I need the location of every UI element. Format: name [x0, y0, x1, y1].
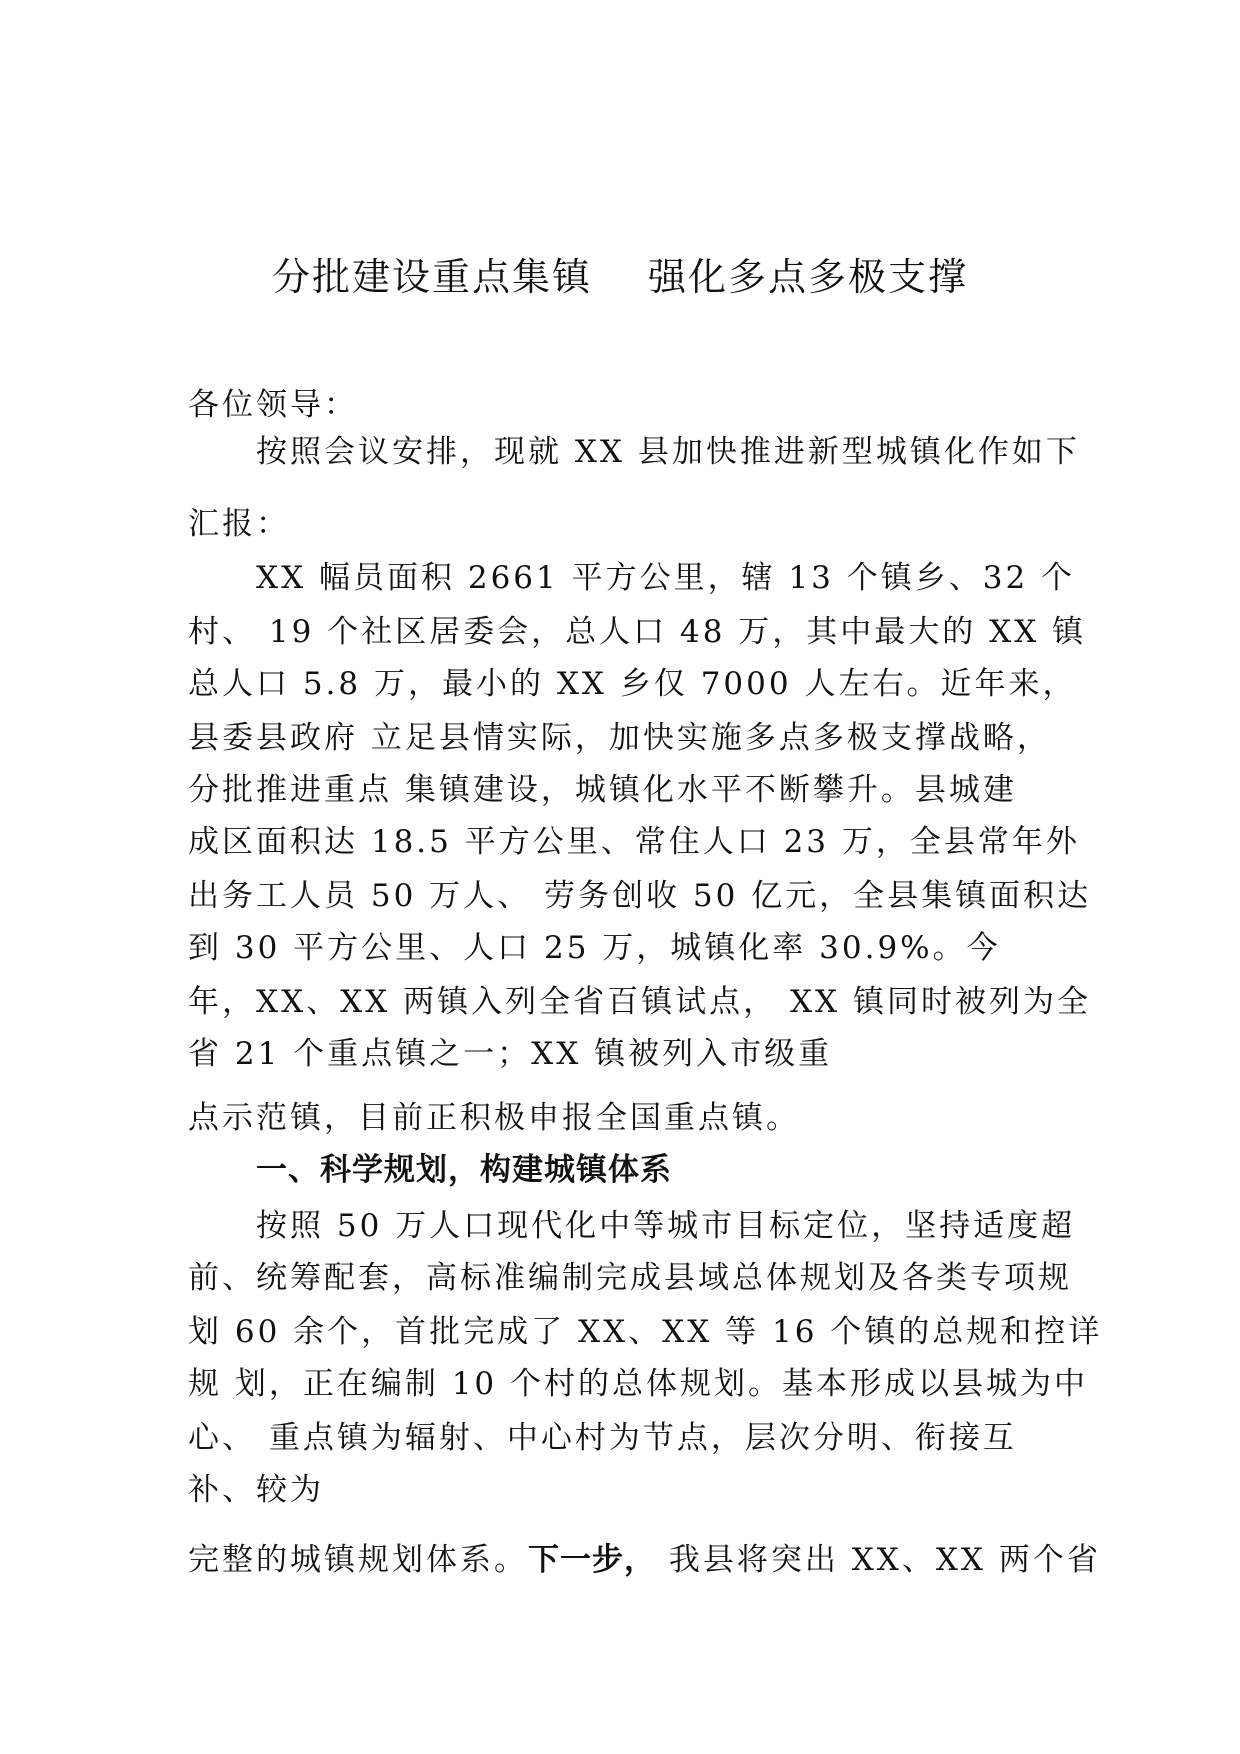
section-1-last-prefix: 完整的城镇规划体系。 [188, 1542, 528, 1578]
overview-line: XX 幅员面积 2661 平方公里，辖 13 个镇乡、32 个 [256, 560, 1076, 596]
section-1-last-suffix: 我县将突出 XX、XX 两个省 [656, 1542, 1101, 1578]
document-title [0, 252, 1240, 302]
section-1-line: 划 60 余个，首批完成了 XX、XX 等 16 个镇的总规和控详 [188, 1314, 1103, 1350]
overview-line: 县委县政府 立足县情实际，加快实施多点多极支撑战略， [188, 720, 1051, 756]
section-1-last-line [188, 1540, 1101, 1580]
overview-line: 到 30 平方公里、人口 25 万，城镇化率 30.9%。今 [188, 930, 1001, 966]
overview-line: 成区面积达 18.5 平方公里、常住人口 23 万，全县常年外 [188, 824, 1080, 860]
section-1-line: 补、较为 [188, 1472, 324, 1508]
intro-line: 汇报： [188, 506, 290, 542]
intro-line: 按照会议安排，现就 XX 县加快推进新型城镇化作如下 [256, 434, 1080, 470]
salutation: 各位领导： [188, 387, 358, 423]
section-1-line: 心、 重点镇为辐射、中心村为节点，层次分明、衔接互 [188, 1420, 1017, 1456]
overview-line: 省 21 个重点镇之一；XX 镇被列入市级重 [188, 1036, 833, 1072]
next-step-label: 下一步， [528, 1542, 656, 1578]
section-1-line: 前、统筹配套，高标准编制完成县域总体规划及各类专项规 [188, 1260, 1072, 1296]
overview-line: 分批推进重点 集镇建设，城镇化水平不断攀升。县城建 [188, 772, 1017, 808]
section-1-line: 规 划，正在编制 10 个村的总体规划。基本形成以县城为中 [188, 1366, 1089, 1402]
section-1-heading: 一、科学规划，构建城镇体系 [256, 1152, 672, 1188]
overview-line: 总人口 5.8 万，最小的 XX 乡仅 7000 人左右。近年来， [188, 666, 1077, 702]
overview-line: 年，XX、XX 两镇入列全省百镇试点， XX 镇同时被列为全 [188, 984, 1091, 1020]
section-1-line: 按照 50 万人口现代化中等城市目标定位，坚持适度超 [256, 1208, 1076, 1244]
overview-line: 村、 19 个社区居委会，总人口 48 万，其中最大的 XX 镇 [188, 614, 1087, 650]
title-part-2: 强化多点多极支撑 [648, 255, 969, 299]
overview-line: 点示范镇，目前正积极申报全国重点镇。 [188, 1100, 800, 1136]
title-part-1: 分批建设重点集镇 [271, 255, 592, 299]
overview-line: 出务工人员 50 万人、 劳务创收 50 亿元，全县集镇面积达 [188, 878, 1092, 914]
